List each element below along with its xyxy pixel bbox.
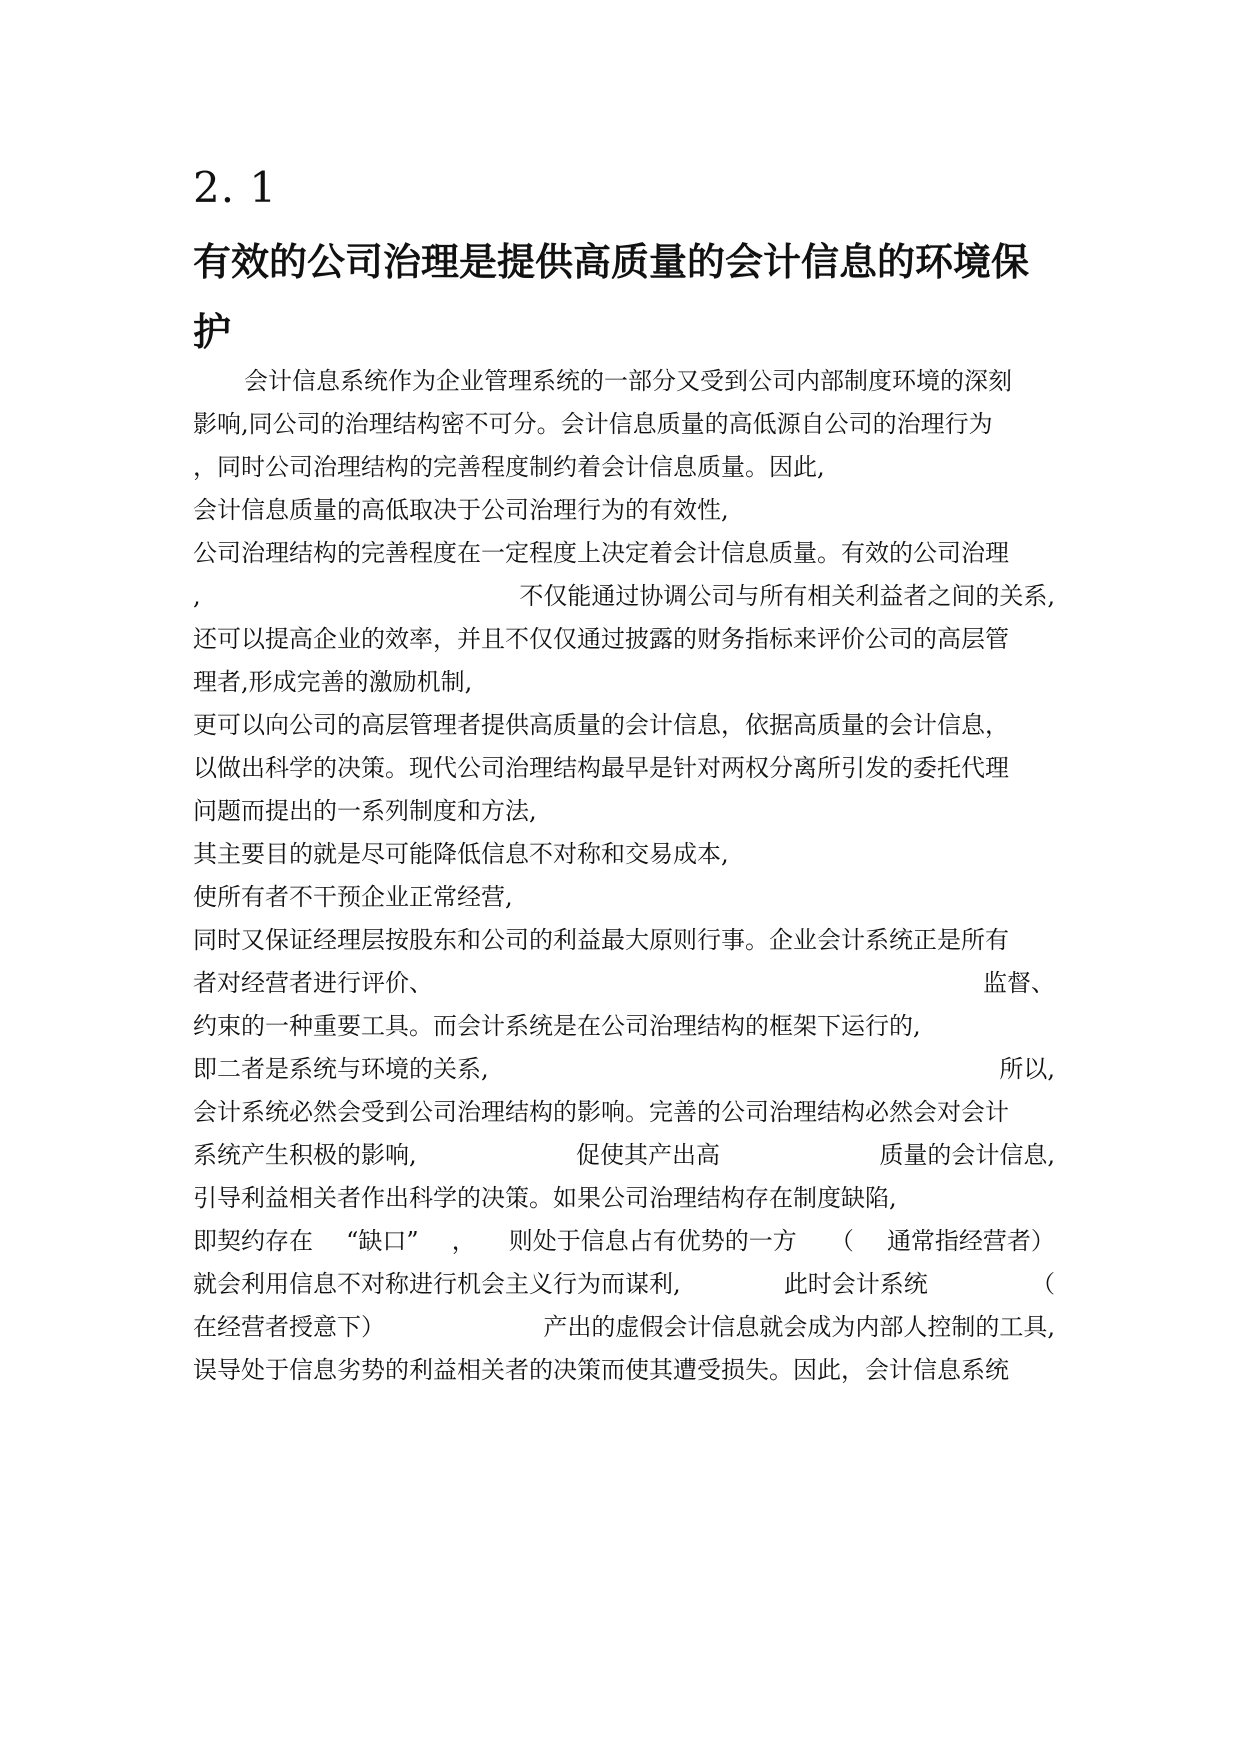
paragraph-line: 误导处于信息劣势的利益相关者的决策而使其遭受损失。因此，会计信息系统: [193, 1356, 1009, 1384]
paragraph-line: 影响,同公司的治理结构密不可分。会计信息质量的高低源自公司的治理行为: [193, 410, 993, 438]
section-number: 2. 1: [193, 163, 278, 212]
paragraph-line: 会计信息系统作为企业管理系统的一部分又受到公司内部制度环境的深刻: [244, 367, 1012, 395]
section-title-line-2: 护: [193, 309, 232, 354]
paragraph-line: 同时又保证经理层按股东和公司的利益最大原则行事。企业会计系统正是所有: [193, 926, 1009, 954]
line-fragment: 此时会计系统: [783, 1270, 928, 1298]
paragraph-line: 会计系统必然会受到公司治理结构的影响。完善的公司治理结构必然会对会计: [193, 1098, 1009, 1126]
paragraph-line: [193, 579, 1055, 613]
paragraph-line: 问题而提出的一系列制度和方法,: [193, 797, 537, 825]
paragraph-line: 引导利益相关者作出科学的决策。如果公司治理结构存在制度缺陷,: [193, 1184, 897, 1212]
paragraph-line: 约束的一种重要工具。而会计系统是在公司治理结构的框架下运行的,: [193, 1012, 921, 1040]
line-fragment: ,: [193, 582, 201, 610]
paragraph-line: 更可以向公司的高层管理者提供高质量的会计信息，依据高质量的会计信息，: [193, 711, 1009, 739]
line-fragment: （: [1030, 1270, 1055, 1298]
line-fragment: （: [829, 1227, 854, 1255]
line-fragment: ，: [451, 1227, 476, 1255]
paragraph-line: 使所有者不干预企业正常经营,: [193, 883, 513, 911]
line-fragment: 不仅能通过协调公司与所有相关利益者之间的关系,: [519, 582, 1055, 610]
paragraph-line: [193, 1052, 1055, 1086]
line-fragment: 就会利用信息不对称进行机会主义行为而谋利,: [193, 1270, 681, 1298]
line-fragment: 即二者是系统与环境的关系,: [193, 1055, 489, 1083]
line-fragment: 则处于信息占有优势的一方: [508, 1227, 797, 1255]
paragraph-line: 其主要目的就是尽可能降低信息不对称和交易成本,: [193, 840, 729, 868]
line-fragment: 促使其产出高: [576, 1141, 720, 1169]
paragraph-line: 会计信息质量的高低取决于公司治理行为的有效性,: [193, 496, 729, 524]
paragraph-line: [193, 966, 1055, 1000]
line-fragment: 在经营者授意下）: [193, 1313, 385, 1341]
line-fragment: 产出的虚假会计信息就会成为内部人控制的工具,: [543, 1313, 1055, 1341]
paragraph-line: [193, 1138, 1055, 1172]
line-fragment: “缺口”: [346, 1227, 419, 1255]
line-fragment: 监督、: [983, 969, 1055, 997]
line-fragment: 系统产生积极的影响,: [193, 1141, 417, 1169]
paragraph-line: ，同时公司治理结构的完善程度制约着会计信息质量。因此,: [193, 453, 825, 481]
line-fragment: 者对经营者进行评价、: [193, 969, 433, 997]
paragraph-line: 以做出科学的决策。现代公司治理结构最早是针对两权分离所引发的委托代理: [193, 754, 1009, 782]
paragraph-line: [193, 1267, 1055, 1301]
line-fragment: 质量的会计信息,: [879, 1141, 1055, 1169]
paragraph-line: [193, 1310, 1055, 1344]
paragraph-line: 还可以提高企业的效率，并且不仅仅通过披露的财务指标来评价公司的高层管: [193, 625, 1009, 653]
section-title-line-1: 有效的公司治理是提供高质量的会计信息的环境保: [193, 239, 1030, 284]
line-fragment: 通常指经营者）: [886, 1227, 1055, 1255]
line-fragment: 即契约存在: [193, 1227, 313, 1255]
paragraph-line: 理者,形成完善的激励机制,: [193, 668, 473, 696]
line-fragment: 所以,: [999, 1055, 1055, 1083]
paragraph-line: 公司治理结构的完善程度在一定程度上决定着会计信息质量。有效的公司治理: [193, 539, 1009, 567]
paragraph-line: [193, 1224, 1055, 1258]
